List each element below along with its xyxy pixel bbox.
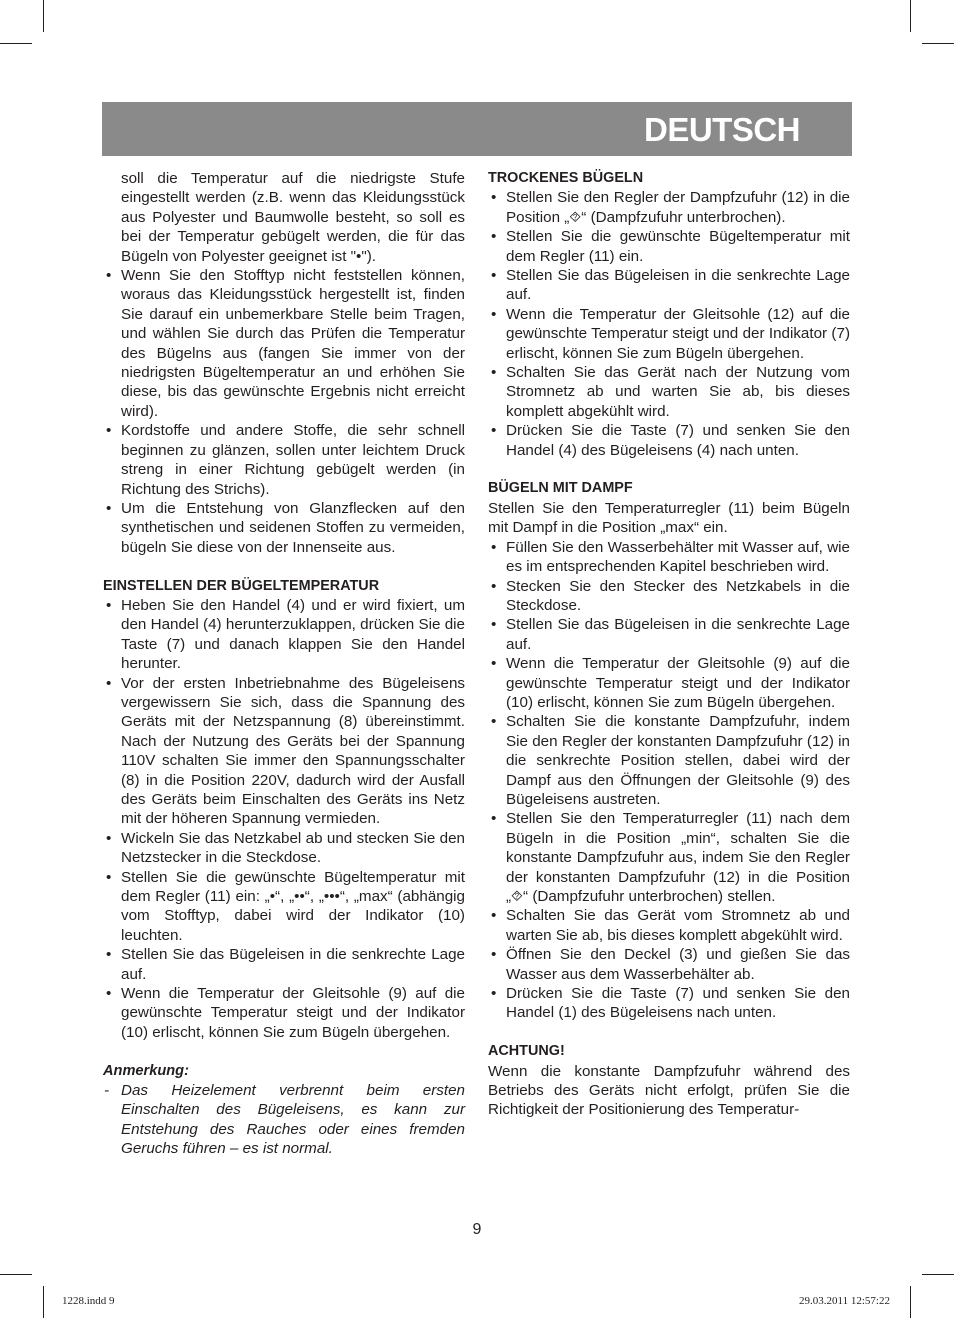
bullet-list [488, 538, 850, 1023]
list-item: • Stellen Sie die gewünschte Bügeltemperatur mit dem Regler (11) ein: „•“, „••“, „•••“, „max“ (abhängig vom Stofftyp, dabei wird der Indikator (10) leuchten. [103, 868, 465, 946]
footer-datetime: 29.03.2011 12:57:22 [799, 1295, 890, 1307]
crop-mark [910, 1286, 911, 1318]
header-bar [102, 102, 852, 156]
list-item: • Wickeln Sie das Netzkabel ab und stecken Sie den Netzstecker in die Steckdose. [103, 829, 465, 868]
paragraph: Stellen Sie den Temperaturregler (11) beim Bügeln mit Dampf in die Position „max“ ein. [488, 499, 850, 537]
bullet-list [103, 596, 465, 1042]
paragraph: Wenn die konstante Dampfzufuhr während des Betriebs des Geräts nicht erfolgt, prüfen Sie die Richtigkeit der Positionierung des Temperatur- [488, 1062, 850, 1119]
note-heading: Anmerkung: [103, 1062, 189, 1079]
footer-filename: 1228.indd 9 [62, 1295, 115, 1307]
list-item: • Wenn die Temperatur der Gleitsohle (12) auf die gewünschte Temperatur steigt und der Indikator (7) erlischt, können Sie zum Bügeln übergehen. [488, 305, 850, 363]
list-item: • Wenn die Temperatur der Gleitsohle (9) auf die gewünschte Temperatur steigt und der Indikator (10) erlischt, können Sie zum Bügeln übergehen. [488, 654, 850, 712]
list-item: • Stellen Sie das Bügeleisen in die senkrechte Lage auf. [488, 266, 850, 305]
list-item: • Kordstoffe und andere Stoffe, die sehr schnell beginnen zu glänzen, sollen unter leichtem Druck streng in einer Richtung gebügelt werden (in Richtung des Strichs). [103, 421, 465, 499]
crop-mark [0, 43, 32, 44]
list-item: • Drücken Sie die Taste (7) und senken Sie den Handel (4) des Bügeleisens (4) nach unten. [488, 421, 850, 460]
crop-mark [922, 43, 954, 44]
crop-mark [922, 1274, 954, 1275]
list-item: • Drücken Sie die Taste (7) und senken Sie den Handel (1) des Bügeleisens nach unten. [488, 984, 850, 1023]
crop-mark [910, 0, 911, 32]
crop-mark [43, 1286, 44, 1318]
list-item: • Öffnen Sie den Deckel (3) und gießen Sie das Wasser aus dem Wasserbehälter ab. [488, 945, 850, 984]
section-heading: BÜGELN MIT DAMPF [488, 480, 633, 497]
list-item: • Stellen Sie die gewünschte Bügeltemperatur mit dem Regler (11) ein. [488, 227, 850, 266]
crop-mark [0, 1274, 32, 1275]
note-item: - Das Heizelement verbrennt beim ersten Einschalten des Bügeleisens, es kann zur Entstehung des Rauches oder eines fremden Geruchs führen – es ist normal. [103, 1081, 465, 1159]
bullet-list [103, 266, 465, 557]
list-item: • Heben Sie den Handel (4) und er wird fixiert, um den Handel (4) herunterzuklappen, drücken Sie die Taste (7) und danach klappen Sie den Handel herunter. [103, 596, 465, 674]
list-item: • Stecken Sie den Stecker des Netzkabels in die Steckdose. [488, 577, 850, 616]
list-item: • Schalten Sie die konstante Dampfzufuhr, indem Sie den Regler der konstanten Dampfzufuhr (12) in die senkrechte Position stellen, dabei wird der Dampf aus den Öffnungen der Gleitsohle (9) des Bügeleisens austreten. [488, 712, 850, 809]
list-item: • Stellen Sie das Bügeleisen in die senkrechte Lage auf. [488, 615, 850, 654]
list-item: • Um die Entstehung von Glanzflecken auf den synthetischen und seidenen Stoffen zu vermeiden, bügeln Sie diese von der Innenseite aus. [103, 499, 465, 557]
list-item: • Schalten Sie das Gerät nach der Nutzung vom Stromnetz ab und warten Sie ab, bis dieses komplett abgekühlt wird. [488, 363, 850, 421]
list-item: • Stellen Sie den Temperaturregler (11) nach dem Bügeln in die Position „min“, schalten Sie die konstante Dampfzufuhr aus, indem Sie den Regler der konstanten Dampfzufuhr (12) in die Position „⯑“ (Dampfzufuhr unterbrochen) stellen. [488, 809, 850, 906]
list-item: • Schalten Sie das Gerät vom Stromnetz ab und warten Sie ab, bis dieses komplett abgekühlt wird. [488, 906, 850, 945]
section-heading: TROCKENES BÜGELN [488, 170, 644, 186]
section-heading: EINSTELLEN DER BÜGELTEMPERATUR [103, 577, 380, 594]
page-title: DEUTSCH [643, 111, 800, 148]
bullet-list [488, 188, 850, 460]
crop-mark [43, 0, 44, 32]
page-number: 9 [472, 1221, 482, 1238]
list-item: • Wenn die Temperatur der Gleitsohle (9) auf die gewünschte Temperatur steigt und der Indikator (10) erlischt, können Sie zum Bügeln übergehen. [103, 984, 465, 1042]
list-item: • Wenn Sie den Stofftyp nicht feststellen können, woraus das Kleidungsstück hergestellt ist, finden Sie darauf ein unbemerkbare Stelle beim Tragen, und wählen Sie durch das Prüfen die Temperatur des Bügelns aus (fangen Sie immer von der niedrigsten Bügeltemperatur an und erhöhen Sie diese, bis das gewünschte Ergebnis nicht erreicht wird). [103, 266, 465, 421]
note-list [103, 1081, 465, 1159]
intro-paragraph: soll die Temperatur auf die niedrigste Stufe eingestellt werden (z.B. wenn das Kleidungsstück aus Polyester und Baumwolle besteht, so soll es bei der Temperatur gebügelt werden, die für das Bügeln von Polyester geeignet ist "•"). [121, 170, 465, 265]
section-heading: ACHTUNG! [488, 1043, 565, 1060]
list-item: • Vor der ersten Inbetriebnahme des Bügeleisens vergewissern Sie sich, dass die Spannung des Geräts mit der Netzspannung (8) übereinstimmt. Nach der Nutzung des Geräts bei der Spannung 110V schalten Sie immer den Spannungsschalter (8) in die Position 220V, dadurch wird der Ausfall des Geräts beim Einschalten des Geräts ins Netz mit der höheren Spannung vermieden. [103, 674, 465, 829]
list-item: • Stellen Sie den Regler der Dampfzufuhr (12) in die Position „⯑“ (Dampfzufuhr unterbrochen). [488, 188, 850, 227]
list-item: • Stellen Sie das Bügeleisen in die senkrechte Lage auf. [103, 945, 465, 984]
left-column [103, 169, 465, 1159]
list-item: • Füllen Sie den Wasserbehälter mit Wasser auf, wie es im entsprechenden Kapitel beschrieben wird. [488, 538, 850, 577]
right-column [488, 169, 850, 1120]
